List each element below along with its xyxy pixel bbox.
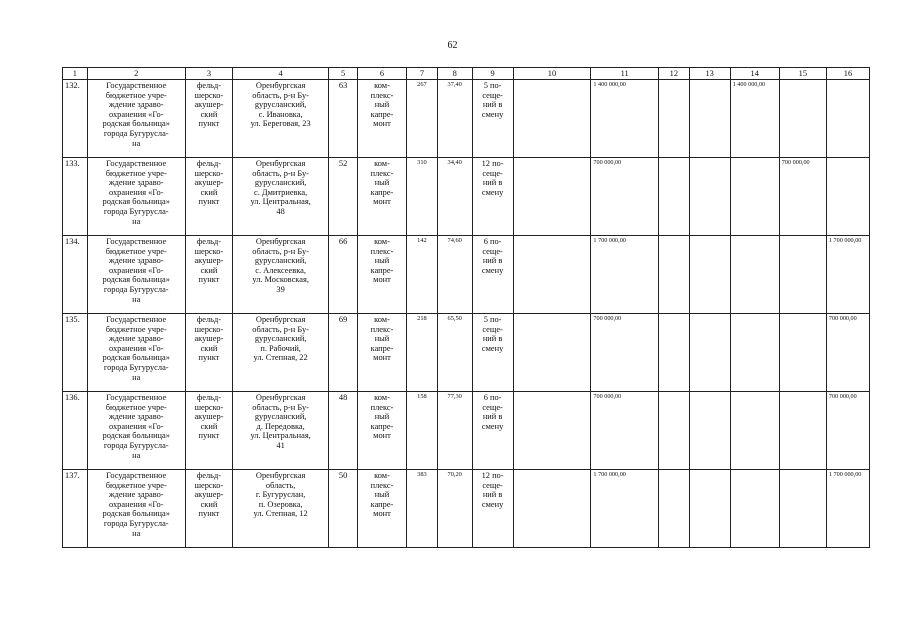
capacity-cell-text: 6 по- сеще- ний в смену [481,393,504,431]
column-10-cell [513,236,591,314]
header-cell: 13 [689,68,730,80]
header-cell: 8 [437,68,472,80]
capacity-cell [472,80,513,158]
column-16-cell [826,392,869,470]
row-number [63,314,88,392]
facility-type-cell [185,158,232,236]
column-8-cell-text: 74,60 [447,237,462,244]
column-13-cell [689,158,730,236]
column-15-cell-text: 700 000,00 [781,159,810,166]
column-14-cell-text: 1 400 000,00 [732,81,766,88]
table-row [63,314,870,392]
column-7-cell-text: 267 [417,81,427,88]
column-15-cell [779,80,826,158]
column-12-cell [658,80,689,158]
work-type-cell-text: ком- плекс- ный капре- монт [370,471,394,519]
capacity-cell [472,392,513,470]
row-number-text: 132. [65,81,80,90]
capacity-cell-text: 5 по- сеще- ний в смену [481,315,504,353]
column-16-cell [826,470,869,548]
capacity-cell [472,236,513,314]
work-type-cell [357,392,406,470]
table-row [63,158,870,236]
column-5-cell-text: 48 [338,393,348,402]
row-number-text: 133. [65,159,80,168]
column-5-cell-text: 52 [338,159,348,168]
facility-type-cell [185,80,232,158]
column-10-cell [513,80,591,158]
address-cell-text: Оренбургская область, р-н Бу- gурусланский, с. Ивановка, ул. Береговая, 23 [250,81,311,129]
work-type-cell [357,314,406,392]
column-10-cell [513,158,591,236]
facility-type-cell-text: фельд- шерско- акушер- ский пункт [194,315,224,363]
column-8-cell-text: 65,50 [447,315,462,322]
capacity-cell-text: 6 по- сеще- ний в смену [481,237,504,275]
row-number [63,158,88,236]
header-row [63,68,870,80]
work-type-cell-text: ком- плекс- ный капре- монт [370,393,394,441]
header-cell: 3 [185,68,232,80]
facility-type-cell [185,314,232,392]
row-number [63,80,88,158]
column-7-cell-text: 142 [417,237,427,244]
header-cell: 4 [232,68,328,80]
organization-cell-text: Государственное бюджетное учре- ждение здраво- охранения «Го- родская больница» города Бугурусла- на [102,237,170,304]
organization-cell [87,80,185,158]
column-15-cell [779,314,826,392]
column-10-cell [513,392,591,470]
column-11-cell-text: 1 700 000,00 [593,471,626,478]
column-11-cell [591,392,659,470]
row-number [63,470,88,548]
column-5-cell-text: 50 [338,471,348,480]
header-cell: 2 [87,68,185,80]
column-14-cell [730,236,779,314]
row-number-text: 135. [65,315,80,324]
column-13-cell [689,236,730,314]
address-cell [232,470,328,548]
address-cell [232,80,328,158]
column-7-cell-text: 310 [417,159,427,166]
facility-type-cell-text: фельд- шерско- акушер- ский пункт [194,237,224,285]
facility-type-cell [185,470,232,548]
address-cell [232,236,328,314]
column-11-cell [591,236,659,314]
organization-cell-text: Государственное бюджетное учре- ждение здраво- охранения «Го- родская больница» города Бугурусла- на [102,159,170,226]
organization-cell [87,236,185,314]
column-11-cell-text: 700 000,00 [593,315,622,322]
column-11-cell-text: 1 700 000,00 [593,237,626,244]
organization-cell-text: Государственное бюджетное учре- ждение здраво- охранения «Го- родская больница» города Бугурусла- на [102,81,170,148]
facility-type-cell [185,392,232,470]
address-cell [232,314,328,392]
column-5-cell [329,80,358,158]
column-14-cell [730,470,779,548]
header-cell: 16 [826,68,869,80]
address-cell [232,158,328,236]
column-16-cell [826,158,869,236]
work-type-cell [357,158,406,236]
row-number [63,236,88,314]
column-13-cell [689,392,730,470]
address-cell-text: Оренбургская область, р-н Бу- gурусланский, д. Передовка, ул. Центральная, 41 [250,393,311,450]
column-16-cell [826,236,869,314]
address-cell-text: Оренбургская область, р-н Бу- gурусланский, с. Алексеевка, ул. Московская, 39 [252,237,309,294]
table-row [63,470,870,548]
column-11-cell-text: 700 000,00 [593,393,622,400]
capacity-cell-text: 5 по- сеще- ний в смену [481,81,504,119]
work-type-cell [357,80,406,158]
header-cell: 9 [472,68,513,80]
header-cell: 6 [357,68,406,80]
column-5-cell-text: 63 [338,81,348,90]
column-7-cell [407,80,438,158]
work-type-cell [357,236,406,314]
column-7-cell-text: 218 [417,315,427,322]
column-16-cell-text: 700 000,00 [828,393,857,400]
column-5-cell [329,392,358,470]
column-14-cell [730,158,779,236]
capacity-cell [472,314,513,392]
capacity-cell-text: 12 по- сеще- ний в смену [481,159,504,197]
column-8-cell-text: 37,40 [447,81,462,88]
column-7-cell [407,392,438,470]
column-10-cell [513,314,591,392]
column-11-cell [591,314,659,392]
column-8-cell [437,80,472,158]
column-16-cell-text: 1 700 000,00 [828,471,862,478]
column-8-cell [437,392,472,470]
organization-cell [87,158,185,236]
header-cell: 14 [730,68,779,80]
table-row [63,392,870,470]
column-8-cell-text: 77,30 [447,393,462,400]
header-cell: 15 [779,68,826,80]
address-cell-text: Оренбургская область, р-н Бу- gурусланский, п. Рабочий, ул. Степная, 22 [252,315,309,363]
column-15-cell [779,470,826,548]
column-7-cell-text: 158 [417,393,427,400]
address-cell-text: Оренбургская область, г. Бугуруслан, п. Озеровка, ул. Степная, 12 [253,471,308,519]
organization-cell-text: Государственное бюджетное учре- ждение здраво- охранения «Го- родская больница» города Бугурусла- на [102,315,170,382]
column-5-cell [329,314,358,392]
column-11-cell [591,80,659,158]
capacity-cell [472,470,513,548]
organization-cell [87,470,185,548]
column-11-cell [591,158,659,236]
column-14-cell [730,392,779,470]
column-12-cell [658,158,689,236]
work-type-cell [357,470,406,548]
column-5-cell [329,470,358,548]
column-14-cell [730,314,779,392]
header-cell: 12 [658,68,689,80]
column-5-cell-text: 69 [338,315,348,324]
facility-type-cell-text: фельд- шерско- акушер- ский пункт [194,393,224,441]
page-number: 62 [447,40,458,51]
column-15-cell [779,392,826,470]
column-13-cell [689,470,730,548]
column-15-cell [779,236,826,314]
header-cell: 1 [63,68,88,80]
data-table [62,67,870,548]
capacity-cell-text: 12 по- сеще- ний в смену [481,471,504,509]
work-type-cell-text: ком- плекс- ный капре- монт [370,237,394,285]
column-11-cell-text: 700 000,00 [593,159,622,166]
table-row [63,80,870,158]
address-cell-text: Оренбургская область, р-н Бу- gурусланский, с. Дмитриевка, ул. Центральная, 48 [250,159,311,216]
column-13-cell [689,314,730,392]
column-5-cell [329,236,358,314]
work-type-cell-text: ком- плекс- ный капре- монт [370,81,394,129]
organization-cell-text: Государственное бюджетное учре- ждение здраво- охранения «Го- родская больница» города Бугурусла- на [102,471,170,538]
facility-type-cell-text: фельд- шерско- акушер- ский пункт [194,81,224,129]
capacity-cell [472,158,513,236]
column-5-cell-text: 66 [338,237,348,246]
column-12-cell [658,236,689,314]
work-type-cell-text: ком- плекс- ный капре- монт [370,159,394,207]
column-7-cell [407,470,438,548]
header-cell: 10 [513,68,591,80]
column-7-cell-text: 383 [417,471,427,478]
column-10-cell [513,470,591,548]
column-8-cell [437,158,472,236]
organization-cell [87,314,185,392]
row-number-text: 136. [65,393,80,402]
column-12-cell [658,392,689,470]
header-cell: 7 [407,68,438,80]
column-12-cell [658,470,689,548]
column-7-cell [407,236,438,314]
column-16-cell [826,80,869,158]
column-5-cell [329,158,358,236]
facility-type-cell-text: фельд- шерско- акушер- ский пункт [194,471,224,519]
column-11-cell-text: 1 400 000,00 [593,81,626,88]
column-7-cell [407,158,438,236]
column-8-cell [437,470,472,548]
facility-type-cell [185,236,232,314]
column-12-cell [658,314,689,392]
row-number-text: 134. [65,237,80,246]
organization-cell [87,392,185,470]
organization-cell-text: Государственное бюджетное учре- ждение здраво- охранения «Го- родская больница» города Бугурусла- на [102,393,170,460]
row-number-text: 137. [65,471,80,480]
column-8-cell [437,236,472,314]
work-type-cell-text: ком- плекс- ный капре- монт [370,315,394,363]
header-cell: 5 [329,68,358,80]
column-15-cell [779,158,826,236]
column-8-cell-text: 34,40 [447,159,462,166]
column-14-cell [730,80,779,158]
column-8-cell-text: 70,20 [447,471,462,478]
column-16-cell [826,314,869,392]
column-13-cell [689,80,730,158]
row-number [63,392,88,470]
column-11-cell [591,470,659,548]
facility-type-cell-text: фельд- шерско- акушер- ский пункт [194,159,224,207]
table-row [63,236,870,314]
column-16-cell-text: 700 000,00 [828,315,857,322]
header-cell: 11 [591,68,659,80]
column-8-cell [437,314,472,392]
column-16-cell-text: 1 700 000,00 [828,237,862,244]
address-cell [232,392,328,470]
column-7-cell [407,314,438,392]
